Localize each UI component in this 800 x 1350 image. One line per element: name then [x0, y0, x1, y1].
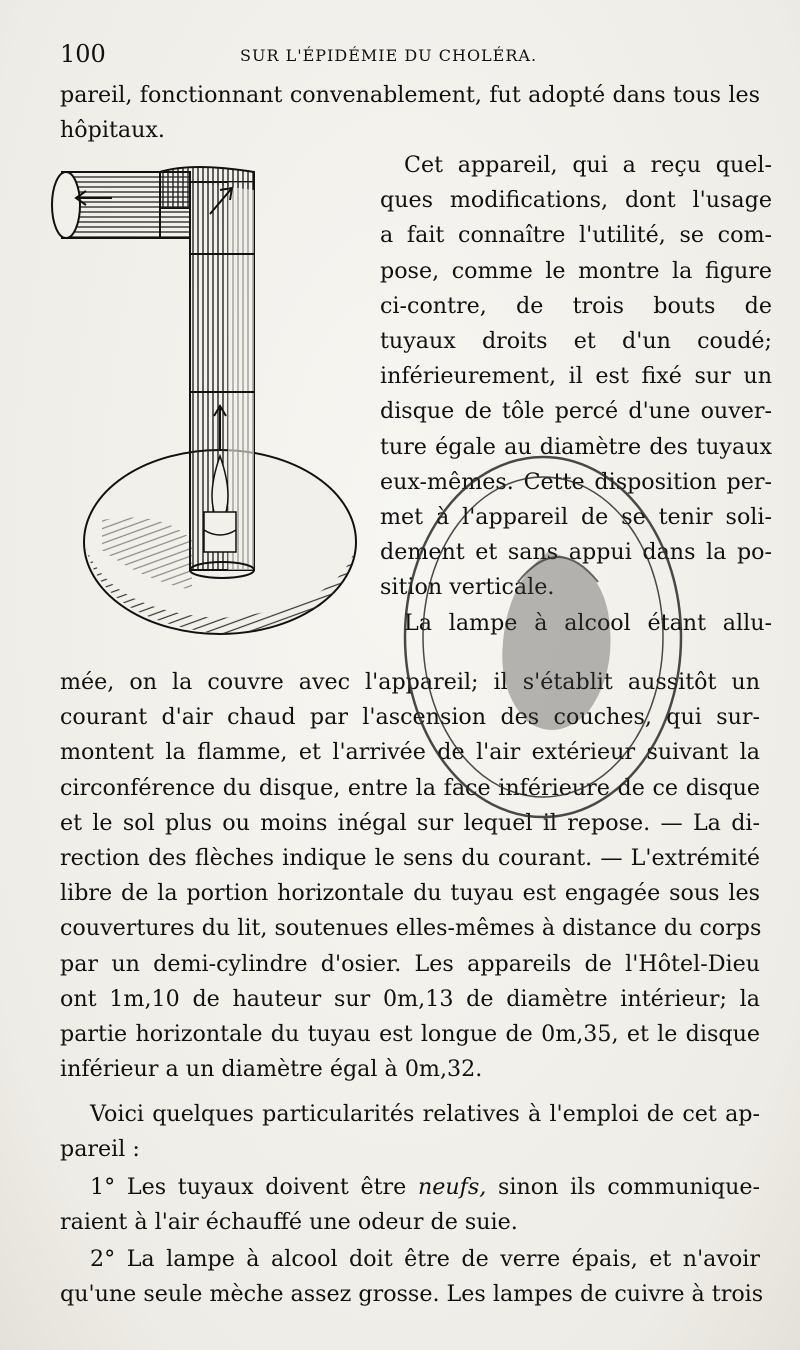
item-1-pre: 1° Les tuyaux doivent être	[90, 1174, 418, 1200]
running-head	[60, 38, 760, 78]
text-line: a fait connaître l'utilité, se com-	[380, 222, 772, 249]
text-line: pareil :	[60, 1136, 140, 1163]
text-line: par un demi-cylindre d'osier. Les appareils de l'Hôtel-Dieu	[60, 950, 760, 977]
text-line: sition verticale.	[380, 574, 555, 601]
text-line: disque de tôle percé d'une ouver-	[380, 398, 772, 425]
text-line: Cet appareil, qui a reçu quel-	[404, 152, 772, 178]
text-line: montent la flamme, et l'arrivée de l'air extérieur suivant la	[60, 739, 760, 766]
text-line: met à l'appareil de se tenir soli-	[380, 504, 772, 531]
text-line: mée, on la couvre avec l'appareil; il s'établit aussitôt un	[60, 669, 760, 695]
text-line: ont 1m,10 de hauteur sur 0m,13 de diamètre intérieur; la	[60, 985, 760, 1012]
particulars-intro	[60, 1097, 760, 1167]
stamp-seal	[398, 442, 688, 832]
text-line: et le sol plus ou moins inégal sur lequel il repose. — La di-	[60, 809, 760, 836]
heating-apparatus-figure	[42, 160, 362, 660]
text-line: raient à l'air échauffé une odeur de suie.	[60, 1209, 518, 1236]
text-line: pareil, fonctionnant convenablement, fut adopté dans tous les	[60, 82, 760, 108]
text-line	[60, 1170, 760, 1205]
text-line: eux-mêmes. Cette disposition per-	[380, 468, 772, 495]
library-stamp	[398, 442, 688, 832]
text-line: ci-contre, de trois bouts de	[380, 292, 772, 319]
text-line: partie horizontale du tuyau est longue de 0m,35, et le disque	[60, 1021, 760, 1048]
text-line: 2° La lampe à alcool doit être de verre épais, et n'avoir	[90, 1246, 760, 1272]
text-line: ques modifications, dont l'usage	[380, 187, 772, 214]
text-line: La lampe à alcool étant allu-	[404, 609, 772, 636]
item-1-post: sinon ils communique-	[486, 1174, 760, 1200]
text-line: Voici quelques particularités relatives à l'emploi de cet ap-	[90, 1101, 760, 1127]
item-1-emphasis: neufs,	[417, 1174, 487, 1200]
item-1	[60, 1170, 760, 1240]
text-line: dement et sans appui dans la po-	[380, 539, 772, 566]
text-line: inférieur a un diamètre égal à 0m,32.	[60, 1056, 483, 1083]
text-line: inférieurement, il est fixé sur un	[380, 363, 772, 390]
text-line: hôpitaux.	[60, 117, 165, 144]
opening-lines	[60, 78, 760, 148]
text-line: tuyaux droits et d'un coudé;	[380, 328, 772, 355]
text-line: libre de la portion horizontale du tuyau est engagée sous les	[60, 880, 760, 907]
text-line: pose, comme le montre la figure	[380, 257, 772, 284]
text-line: couvertures du lit, soutenues elles-mêmes à distance du corps	[60, 915, 762, 942]
page-number: 100	[60, 40, 106, 68]
text-line: rection des flèches indique le sens du courant. — L'extrémité	[60, 845, 760, 872]
text-line: circonférence du disque, entre la face inférieure de ce disque	[60, 774, 760, 801]
running-title: SUR L'ÉPIDÉMIE DU CHOLÉRA.	[240, 46, 538, 65]
item-2	[60, 1242, 764, 1312]
text-line: ture égale au diamètre des tuyaux	[380, 433, 772, 460]
text-line: courant d'air chaud par l'ascension des couches, qui sur-	[60, 704, 760, 731]
apparatus-illustration	[42, 160, 362, 660]
text-line: qu'une seule mèche assez grosse. Les lampes de cuivre à trois	[60, 1281, 764, 1308]
